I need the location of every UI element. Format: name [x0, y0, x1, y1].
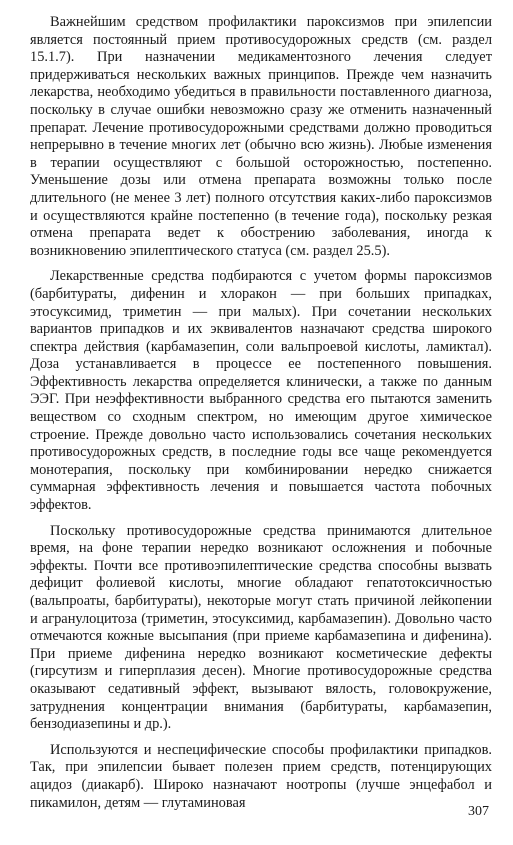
paragraph-3: Поскольку противосудорожные средства принимаются длительное время, на фоне терапии нередко возникают осложнения и побочные эффекты. Почти все противоэпилептические средства способны вызвать дефицит фолиевой кислоты, многие обладают гепатотоксичностью (вальпроаты, барбитураты), некоторые могут стать причиной лейкопении и агранулоцитоза (триметин, этосуксимид, карбамазепин). Довольно часто отмечаются кожные высыпания (при приеме карбамазепина и дифенина). При приеме дифенина нередко возникают косметические дефекты (гирсутизм и гиперплазия десен). Многие противосудорожные средства оказывают седативный эффект, вызывают вялость, головокружение, затруднения концентрации внимания (барбитураты, карбамазепин, бензодиазепины и др.). [30, 522, 492, 733]
paragraph-1: Важнейшим средством профилактики пароксизмов при эпилепсии является постоянный прием противосудорожных средств (см. раздел 15.1.7). При назначении медикаментозного лечения следует придерживаться нескольких важных принципов. Прежде чем назначить лекарства, необходимо убедиться в правильности поставленного диагноза, поскольку в случае ошибки невозможно сразу же отменить назначенный препарат. Лечение противосудорожными средствами должно проводиться непрерывно в течение многих лет (обычно всю жизнь). Любые изменения в терапии осуществляют с большой осторожностью, постепенно. Уменьшение дозы или отмена препарата возможны только после длительного (не менее 3 лет) полного отсутствия каких-либо пароксизмов и осуществляются крайне постепенно (в течение года), поскольку резкая отмена препарата ведет к обострению заболевания, иногда к возникновению эпилептического статуса (см. раздел 25.5). [30, 14, 492, 259]
paragraph-4: Используются и неспецифические способы профилактики припадков. Так, при эпилепсии бывает полезен прием средств, потенцирующих ацидоз (диакарб). Широко назначают ноотропы (лучше энцефабол и пикамилон, детям — глутаминовая [30, 741, 492, 811]
document-page [30, 14, 492, 820]
page-number: 307 [468, 804, 489, 819]
paragraph-2: Лекарственные средства подбираются с учетом формы пароксизмов (барбитураты, дифенин и хлоракон — при больших припадках, этосуксимид, триметин — при малых). При сочетании нескольких вариантов припадков и их эквивалентов назначают средства широкого спектра действия (карбамазепин, соли вальпроевой кислоты, ламиктал). Доза устанавливается в процессе ее постепенного повышения. Эффективность лекарства определяется клинически, а также по данным ЭЭГ. При неэффективности выбранного средства его пытаются заменить веществом со сходным спектром, но имеющим другое химическое строение. Прежде довольно часто использовались сочетания нескольких противосудорожных средств, в последние годы все чаще рекомендуется монотерапия, поскольку при комбинировании нередко снижается суммарная эффективность лечения и повышается частота побочных эффектов. [30, 268, 492, 514]
